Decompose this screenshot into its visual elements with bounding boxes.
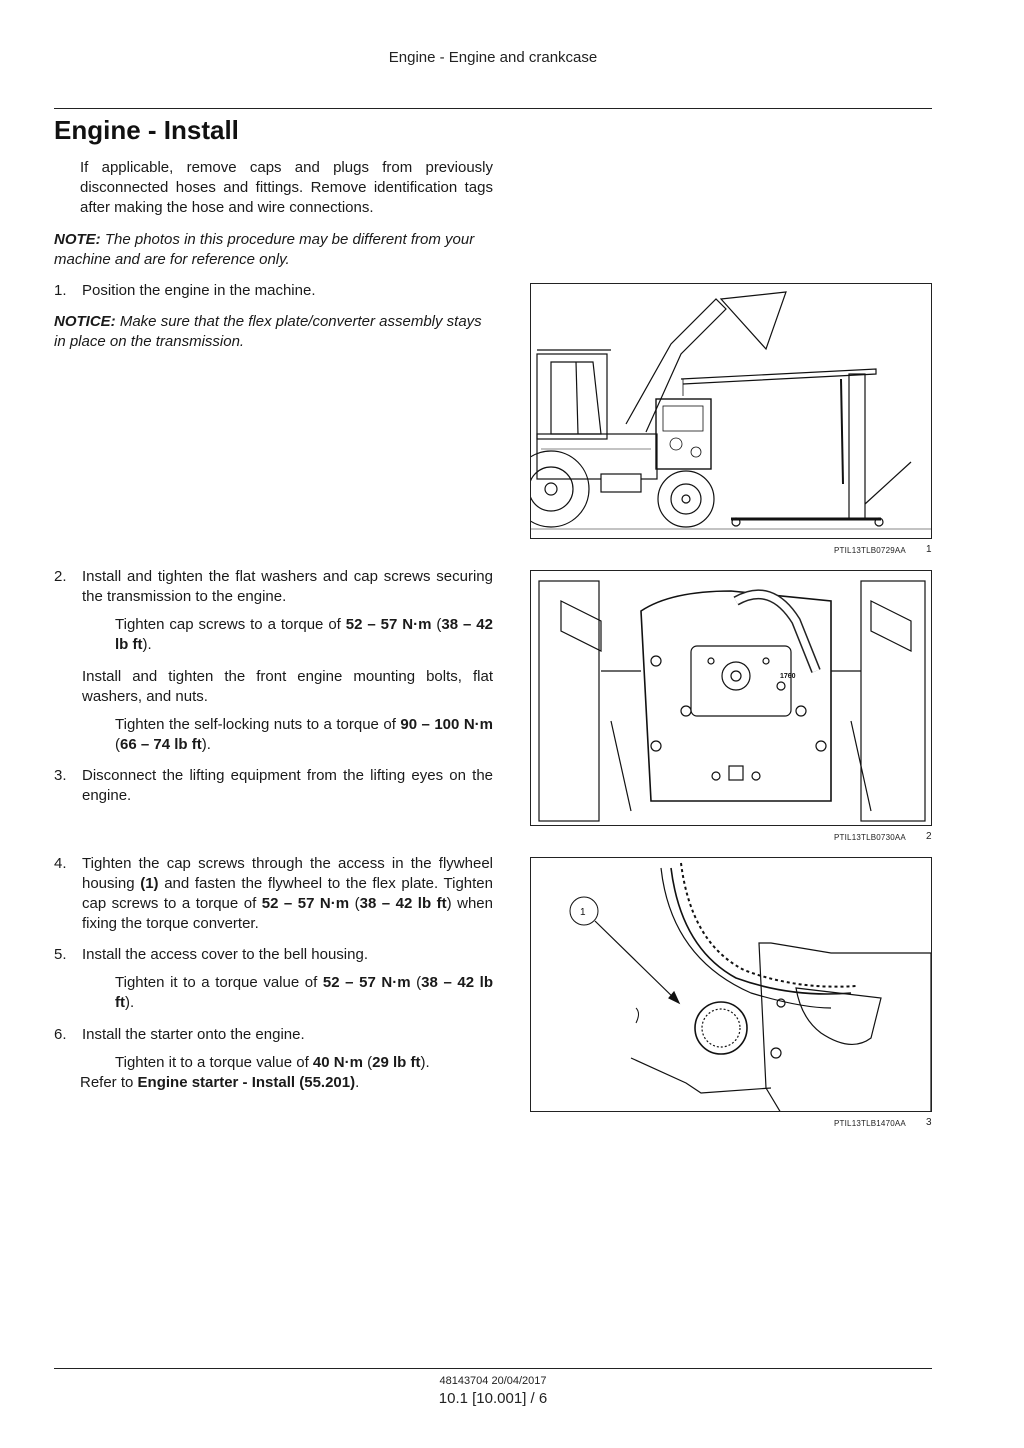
notice-paragraph <box>54 312 494 352</box>
step-3 <box>54 766 494 806</box>
step-number: 3. <box>54 767 67 784</box>
note-label: NOTE: <box>54 231 101 248</box>
figure-3-id: PTIL13TLB1470AA <box>834 1119 906 1128</box>
step-text: Install and tighten the flat washers and cap screws securing the transmission to the engine. <box>82 568 493 605</box>
torque-nm: 52 – 57 N·m <box>261 895 350 912</box>
step-text: Install the access cover to the bell housing. <box>82 946 368 963</box>
callout-ref: (1) <box>140 875 159 892</box>
step-4-post: when fixing the torque converter. <box>82 895 493 932</box>
step-4-pre: Tighten the cap screws through the access in the flywheel housing <box>82 855 493 892</box>
step-4-mid: and fasten the flywheel to the flex plate. Tighten cap screws to a torque of <box>82 875 493 912</box>
step-number: 1. <box>54 282 67 299</box>
figure-3-number: 3 <box>926 1117 932 1128</box>
torque-prefix: Tighten it to a torque value of <box>115 1054 313 1071</box>
torque-prefix: Tighten it to a torque value of <box>115 974 323 991</box>
torque-ft: 38 – 42 lb ft <box>115 974 493 1011</box>
step-6 <box>54 1025 494 1045</box>
note-paragraph <box>54 230 494 270</box>
step-text: Install the starter onto the engine. <box>82 1026 305 1043</box>
step-number: 5. <box>54 946 67 963</box>
figure-1-id: PTIL13TLB0729AA <box>834 546 906 555</box>
step-number: 4. <box>54 855 67 872</box>
step-2-text-b: Install and tighten the front engine mounting bolts, flat washers, and nuts. <box>82 668 493 705</box>
step-text: Position the engine in the machine. <box>82 282 316 299</box>
torque-nm: 52 – 57 N·m <box>322 974 411 991</box>
torque-nm: 52 – 57 N·m <box>345 616 432 633</box>
step-4 <box>54 854 494 934</box>
step-text: Tighten the cap screws through the access in the flywheel housing (1) and fasten the flywheel to the flex plate. Tighten cap screws to a torque of 52 – 57 N·m (38 – 42 lb ft) when fixing the torque converter. <box>82 855 493 932</box>
torque-spec-5: Tighten it to a torque value of 52 – 57 N·m (38 – 42 lb ft). <box>115 974 493 1011</box>
torque-spec-6: Tighten it to a torque value of 40 N·m (29 lb ft). <box>115 1054 430 1071</box>
figure-3-image <box>530 857 932 1112</box>
note-text: The photos in this procedure may be different from your machine and are for reference only. <box>54 231 475 268</box>
step-1 <box>54 281 494 301</box>
footer-document-id: 48143704 20/04/2017 <box>439 1375 547 1387</box>
refer-line: Refer to Engine starter - Install (55.201). <box>80 1074 360 1091</box>
step-5 <box>54 945 494 965</box>
figure-1-number: 1 <box>926 544 932 555</box>
figure-2-part-label: 1760 <box>780 673 796 680</box>
intro-paragraph: If applicable, remove caps and plugs from previously disconnected hoses and fittings. Remove identification tags after making the hose and wire connections. <box>80 159 493 216</box>
torque-spec-2a: Tighten cap screws to a torque of 52 – 57 N·m (38 – 42 lb ft). <box>115 616 493 653</box>
figure-3-callout: 1 <box>580 907 586 918</box>
torque-ft: 38 – 42 lb ft <box>359 895 447 912</box>
step-number: 6. <box>54 1026 67 1043</box>
torque-nm: 90 – 100 N·m <box>400 716 493 733</box>
torque-nm: 40 N·m <box>312 1054 363 1071</box>
torque-spec-2b: Tighten the self-locking nuts to a torque of 90 – 100 N·m (66 – 74 lb ft). <box>115 716 493 753</box>
step-text: Disconnect the lifting equipment from the lifting eyes on the engine. <box>82 767 493 804</box>
refer-link[interactable]: Engine starter - Install (55.201) <box>137 1074 356 1091</box>
footer-page-number: 10.1 [10.001] / 6 <box>438 1390 548 1407</box>
step-2 <box>54 567 494 607</box>
torque-ft: 38 – 42 lb ft <box>115 616 493 653</box>
torque-prefix: Tighten cap screws to a torque of <box>115 616 346 633</box>
figure-1-image <box>530 283 932 539</box>
page-title: Engine - Install <box>54 115 239 145</box>
step-number: 2. <box>54 568 67 585</box>
torque-ft: 29 lb ft <box>372 1054 421 1071</box>
figure-2-number: 2 <box>926 831 932 842</box>
notice-label: NOTICE: <box>54 313 116 330</box>
notice-text: Make sure that the flex plate/converter assembly stays in place on the transmission. <box>54 313 482 350</box>
torque-ft: 66 – 74 lb ft <box>120 736 202 753</box>
figure-2-image <box>530 570 932 826</box>
torque-prefix: Tighten the self-locking nuts to a torque of <box>115 716 401 733</box>
footer-rule <box>54 1368 932 1369</box>
running-header: Engine - Engine and crankcase <box>388 49 598 66</box>
header-rule <box>54 108 932 109</box>
figure-2-id: PTIL13TLB0730AA <box>834 833 906 842</box>
refer-prefix: Refer to <box>80 1074 138 1091</box>
